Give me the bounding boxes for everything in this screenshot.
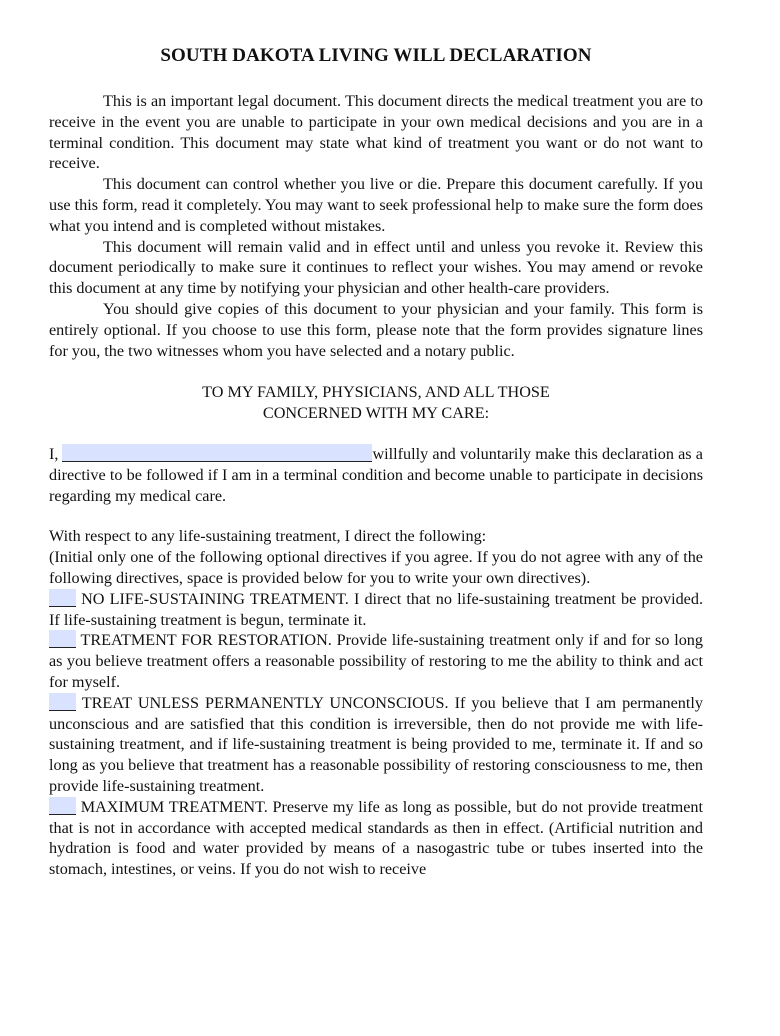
directive-note: (Initial only one of the following optional directives if you agree. If you do not agree with any of the following directives, space is provided below for you to write your own directives). — [49, 548, 703, 587]
intro-paragraph-2: This document can control whether you live or die. Prepare this document carefully. If you use this form, read it completely. You may want to seek professional help to make sure the form does what you intend and is completed without mistakes. — [49, 175, 703, 235]
declaration-text: willfully and voluntarily make this declaration as a directive to be followed if I am in a terminal condition and become unable to participate in decisions regarding my medical care. — [49, 444, 703, 505]
option-text: NO LIFE-SUSTAINING TREATMENT. I direct that no life-sustaining treatment be provided. If life-sustaining treatment is begun, terminate it. — [49, 589, 703, 629]
option-text: MAXIMUM TREATMENT. Preserve my life as long as possible, but do not provide treatment that is not in accordance with accepted medical standards as then in effect. (Artificial nutrition and hydration is food and water provided by means of a nasogastric tube or tubes inserted into the stomach, intestines, or veins. If you do not wish to receive — [49, 797, 703, 879]
addressee-line-2: CONCERNED WITH MY CARE: — [262, 404, 490, 423]
initial-field-maximum[interactable] — [49, 797, 76, 815]
option-maximum-treatment — [49, 797, 703, 880]
addressee-heading — [49, 382, 703, 424]
initial-field-unconscious[interactable] — [49, 693, 76, 711]
document-body — [49, 91, 703, 880]
document-title: SOUTH DAKOTA LIVING WILL DECLARATION — [160, 45, 592, 66]
option-treatment-for-restoration — [49, 630, 703, 692]
declaration-paragraph — [49, 444, 703, 506]
option-no-life-sustaining — [49, 589, 703, 631]
directive-intro: With respect to any life-sustaining treatment, I direct the following: — [49, 527, 487, 546]
initial-field-no-life-sustaining[interactable] — [49, 589, 76, 607]
option-treat-unless-unconscious — [49, 693, 703, 797]
intro-paragraph-4: You should give copies of this document to your physician and your family. This form is entirely optional. If you choose to use this form, please note that the form provides signature lines for you, the two witnesses whom you have selected and a notary public. — [49, 299, 703, 360]
intro-paragraph-3: This document will remain valid and in effect until and unless you revoke it. Review this document periodically to make sure it continues to reflect your wishes. You may amend or revoke this document at any time by notifying your physician and other health-care providers. — [49, 237, 703, 298]
addressee-line-1: TO MY FAMILY, PHYSICIANS, AND ALL THOSE — [202, 383, 550, 402]
declaration-prefix: I, — [49, 444, 59, 463]
intro-paragraph-1: This is an important legal document. This document directs the medical treatment you are to receive in the event you are unable to participate in your own medical decisions and you are in a terminal condition. This document may state what kind of treatment you want or do not want to receive. — [49, 92, 703, 173]
declarant-name-field[interactable] — [62, 444, 372, 462]
initial-field-restoration[interactable] — [49, 630, 76, 648]
option-text: TREATMENT FOR RESTORATION. Provide life-sustaining treatment only if and for so long as you believe treatment offers a reasonable possibility of restoring to me the ability to think and act for myself. — [49, 631, 703, 691]
option-text: TREAT UNLESS PERMANENTLY UNCONSCIOUS. If you believe that I am permanently unconscious and are satisfied that this condition is irreversible, then do not provide me with life-sustaining treatment, and if life-sustaining treatment is being provided to me, terminate it. If and so long as you believe that treatment has a reasonable possibility of restoring consciousness to me, then provide life-sustaining treatment. — [49, 693, 703, 795]
